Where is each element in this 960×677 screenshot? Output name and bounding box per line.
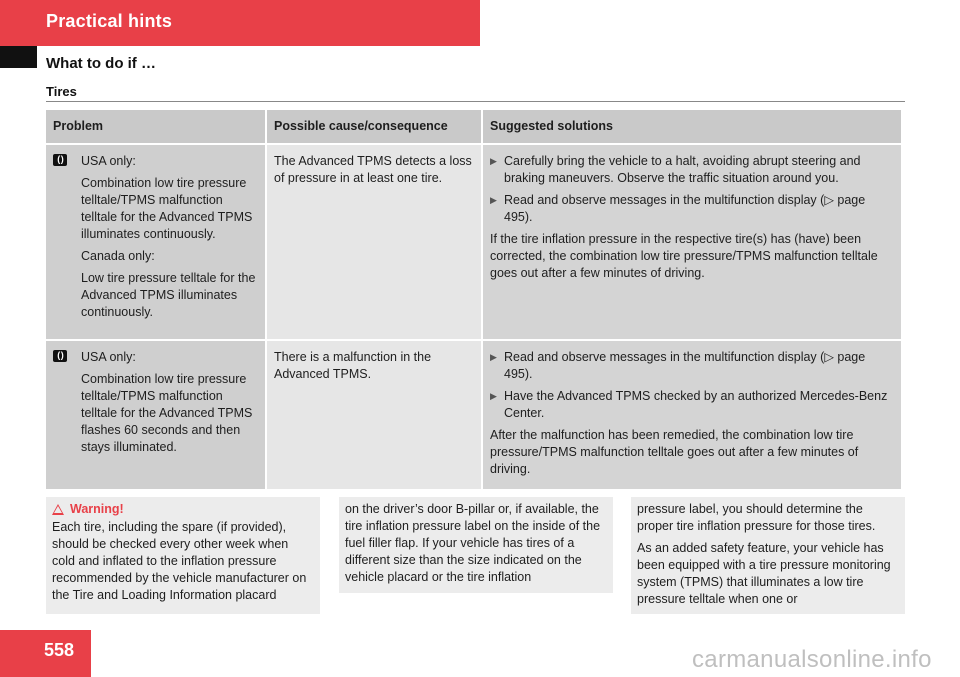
solution-note: If the tire inflation pressure in the respective tire(s) has (have) been corrected, the combination low tire pressure/TPMS malfunction telltale goes out after a few minutes of driving. [490, 232, 878, 280]
problem-text: Canada only: [81, 249, 155, 263]
chapter-title: Practical hints [46, 11, 173, 31]
list-item: ▶ Have the Advanced TPMS checked by an authorized Mercedes-Benz Center. [490, 389, 888, 420]
tires-table [44, 110, 903, 489]
cause-cell [267, 341, 481, 489]
warning-triangle-icon [52, 504, 64, 515]
problem-cell [46, 341, 265, 489]
warning-column-1 [46, 497, 320, 614]
watermark: carmanualsonline.info [692, 646, 932, 673]
warning-title: Warning! [70, 502, 124, 516]
warning-column-3 [631, 497, 905, 614]
list-item: ▶ Read and observe messages in the multifunction display (▷ page 495). [490, 193, 866, 224]
arrow-icon: ▶ [490, 195, 497, 205]
solutions-cell [483, 145, 901, 339]
warning-text: As an added safety feature, your vehicle has been equipped with a tire pressure monitoring system (TPMS) that illuminates a low tire pressure telltale when one or [637, 541, 891, 606]
arrow-icon: ▶ [490, 391, 497, 401]
solution-note: After the malfunction has been remedied, the combination low tire pressure/TPMS malfunction telltale goes out after a few minutes of driving. [490, 428, 859, 476]
cause-text: The Advanced TPMS detects a loss of pressure in at least one tire. [274, 154, 472, 185]
problem-text: Combination low tire pressure telltale/TPMS malfunction telltale for the Advanced TPMS illuminates continuously. [81, 176, 253, 241]
table-header-row [46, 110, 901, 143]
page-number: 558 [44, 640, 75, 660]
page-number-box [0, 630, 91, 677]
table-row [46, 341, 901, 489]
column-header-problem: Problem [46, 110, 265, 143]
subsection-title: Tires [46, 84, 77, 99]
warning-text: pressure label, you should determine the proper tire inflation pressure for those tires. [637, 502, 876, 533]
problem-cell [46, 145, 265, 339]
tpms-warning-icon [53, 350, 67, 362]
column-header-cause: Possible cause/consequence [267, 110, 481, 143]
cause-text: There is a malfunction in the Advanced TPMS. [274, 350, 432, 381]
warning-text: Each tire, including the spare (if provided), should be checked every other week when cold and inflated to the inflation pressure recommended by the vehicle manufacturer on the Tire and Loading Information placard [52, 520, 307, 602]
section-title: What to do if … [46, 55, 156, 72]
problem-text: Combination low tire pressure telltale/TPMS malfunction telltale for the Advanced TPMS flashes 60 seconds and then stays illuminated. [81, 372, 253, 454]
tpms-warning-icon [53, 154, 67, 166]
cause-cell [267, 145, 481, 339]
problem-text: USA only: [81, 154, 136, 168]
divider [46, 101, 905, 102]
column-header-solutions: Suggested solutions [483, 110, 901, 143]
solutions-cell [483, 341, 901, 489]
problem-text: USA only: [81, 350, 136, 364]
table-row [46, 145, 901, 339]
arrow-icon: ▶ [490, 352, 497, 362]
list-item: ▶ Read and observe messages in the multifunction display (▷ page 495). [490, 350, 866, 381]
chapter-header-band [0, 0, 480, 46]
section-marker [0, 46, 37, 68]
warning-text: on the driver’s door B-pillar or, if available, the tire inflation pressure label on the inside of the fuel filler flap. If your vehicle has tires of a different size than the size indicated on the vehicle placard or the tire inflation [345, 502, 601, 584]
warning-column-2 [339, 497, 613, 593]
problem-text: Low tire pressure telltale for the Advanced TPMS illuminates continuously. [81, 271, 256, 319]
arrow-icon: ▶ [490, 156, 497, 166]
list-item: ▶ Carefully bring the vehicle to a halt, avoiding abrupt steering and braking maneuvers. Observe the traffic situation around you. [490, 154, 861, 185]
